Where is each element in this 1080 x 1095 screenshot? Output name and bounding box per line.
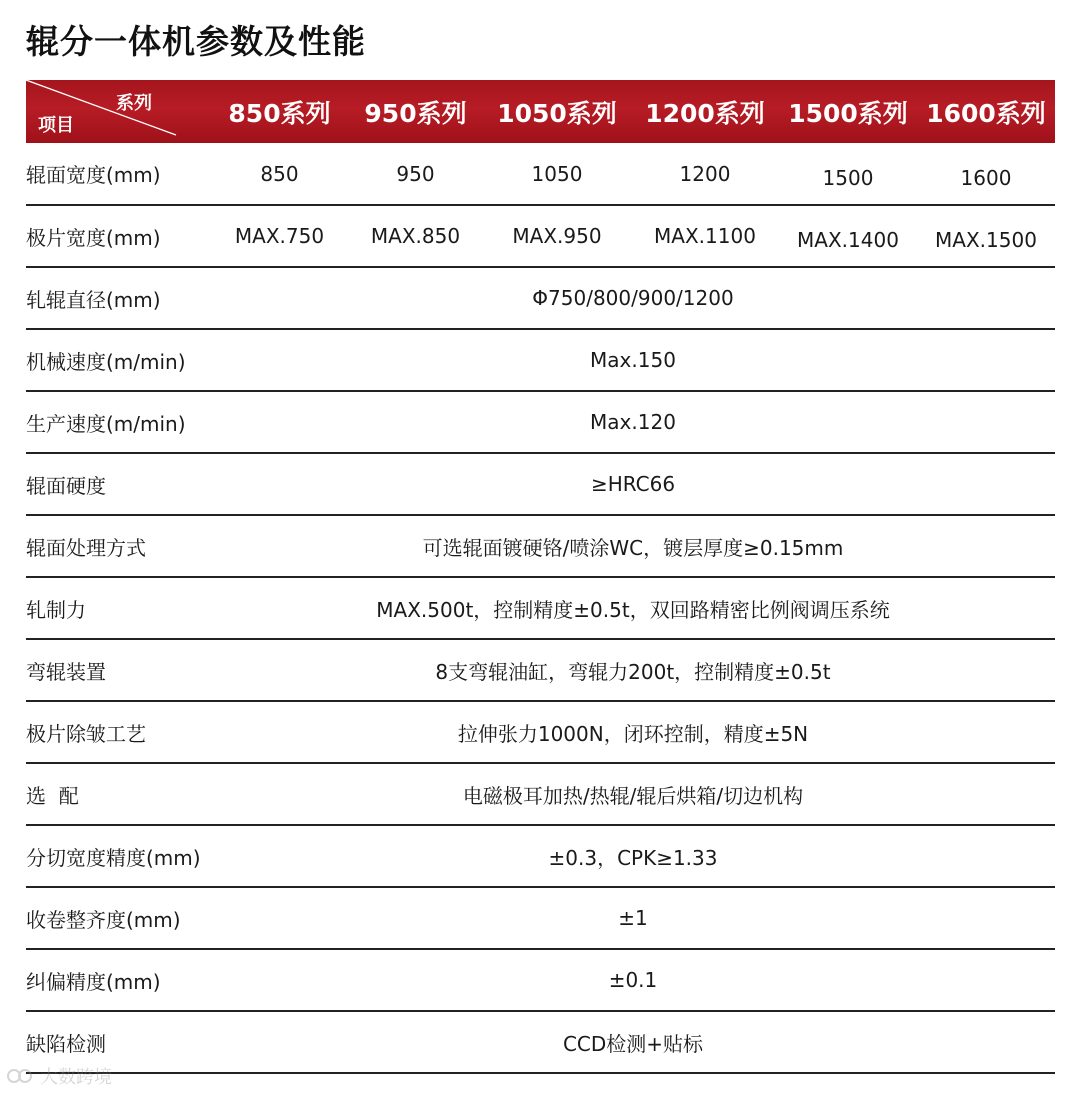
row-label: 机械速度(m/min)	[26, 329, 211, 391]
corner-header-cell	[26, 80, 211, 143]
cell-value: 电磁极耳加热/热辊/辊后烘箱/切边机构	[211, 763, 1055, 825]
watermark-logo-icon	[6, 1065, 34, 1087]
header-row	[26, 80, 1055, 143]
table-row	[26, 515, 1055, 577]
cell-value: ±0.1	[211, 949, 1055, 1011]
series-header-1050: 1050系列	[483, 80, 631, 143]
cell-value: ±0.3，CPK≥1.33	[211, 825, 1055, 887]
cell-value: 950	[348, 143, 483, 205]
cell-value: CCD检测+贴标	[211, 1011, 1055, 1073]
series-header-1200: 1200系列	[631, 80, 779, 143]
series-header-1500: 1500系列	[779, 80, 917, 143]
watermark	[6, 1063, 112, 1089]
corner-item-label: 项目	[38, 115, 74, 136]
table-row	[26, 391, 1055, 453]
cell-value: MAX.1400	[779, 205, 917, 267]
table-row	[26, 329, 1055, 391]
table-row	[26, 949, 1055, 1011]
cell-value: MAX.1100	[631, 205, 779, 267]
series-header-1600: 1600系列	[917, 80, 1055, 143]
cell-value: ±1	[211, 887, 1055, 949]
cell-value: 拉伸张力1000N，闭环控制，精度±5N	[211, 701, 1055, 763]
watermark-text: 大数跨境	[40, 1067, 112, 1088]
cell-value: MAX.500t，控制精度±0.5t，双回路精密比例阀调压系统	[211, 577, 1055, 639]
row-label: 轧辊直径(mm)	[26, 267, 211, 329]
cell-value: ≥HRC66	[211, 453, 1055, 515]
cell-value: 1050	[483, 143, 631, 205]
row-label: 缺陷检测	[26, 1011, 211, 1073]
row-label: 辊面宽度(mm)	[26, 143, 211, 205]
table-row	[26, 453, 1055, 515]
table-row	[26, 577, 1055, 639]
cell-value: 1500	[779, 143, 917, 205]
row-label: 极片除皱工艺	[26, 701, 211, 763]
row-label: 辊面硬度	[26, 453, 211, 515]
row-label: 分切宽度精度(mm)	[26, 825, 211, 887]
table-row	[26, 639, 1055, 701]
row-label: 极片宽度(mm)	[26, 205, 211, 267]
table-row	[26, 701, 1055, 763]
spec-table	[26, 80, 1055, 1074]
row-label: 弯辊装置	[26, 639, 211, 701]
table-row	[26, 267, 1055, 329]
cell-value: 可选辊面镀硬铬/喷涂WC，镀层厚度≥0.15mm	[211, 515, 1055, 577]
table-row	[26, 205, 1055, 267]
row-label: 辊面处理方式	[26, 515, 211, 577]
cell-value: MAX.850	[348, 205, 483, 267]
row-label: 生产速度(m/min)	[26, 391, 211, 453]
page-title: 辊分一体机参数及性能	[26, 22, 366, 61]
corner-series-label: 系列	[116, 93, 152, 114]
table-row	[26, 887, 1055, 949]
cell-value: Max.120	[211, 391, 1055, 453]
cell-value: 8支弯辊油缸，弯辊力200t，控制精度±0.5t	[211, 639, 1055, 701]
cell-value: Φ750/800/900/1200	[211, 267, 1055, 329]
series-header-850: 850系列	[211, 80, 348, 143]
cell-value: MAX.1500	[917, 205, 1055, 267]
table-row	[26, 143, 1055, 205]
cell-value: MAX.750	[211, 205, 348, 267]
row-label: 纠偏精度(mm)	[26, 949, 211, 1011]
cell-value: 1200	[631, 143, 779, 205]
table-row	[26, 825, 1055, 887]
series-header-950: 950系列	[348, 80, 483, 143]
row-label: 轧制力	[26, 577, 211, 639]
table-row	[26, 763, 1055, 825]
cell-value: MAX.950	[483, 205, 631, 267]
cell-value: Max.150	[211, 329, 1055, 391]
row-label: 收卷整齐度(mm)	[26, 887, 211, 949]
row-label: 选 配	[26, 763, 211, 825]
cell-value: 1600	[917, 143, 1055, 205]
table-row	[26, 1011, 1055, 1073]
cell-value: 850	[211, 143, 348, 205]
